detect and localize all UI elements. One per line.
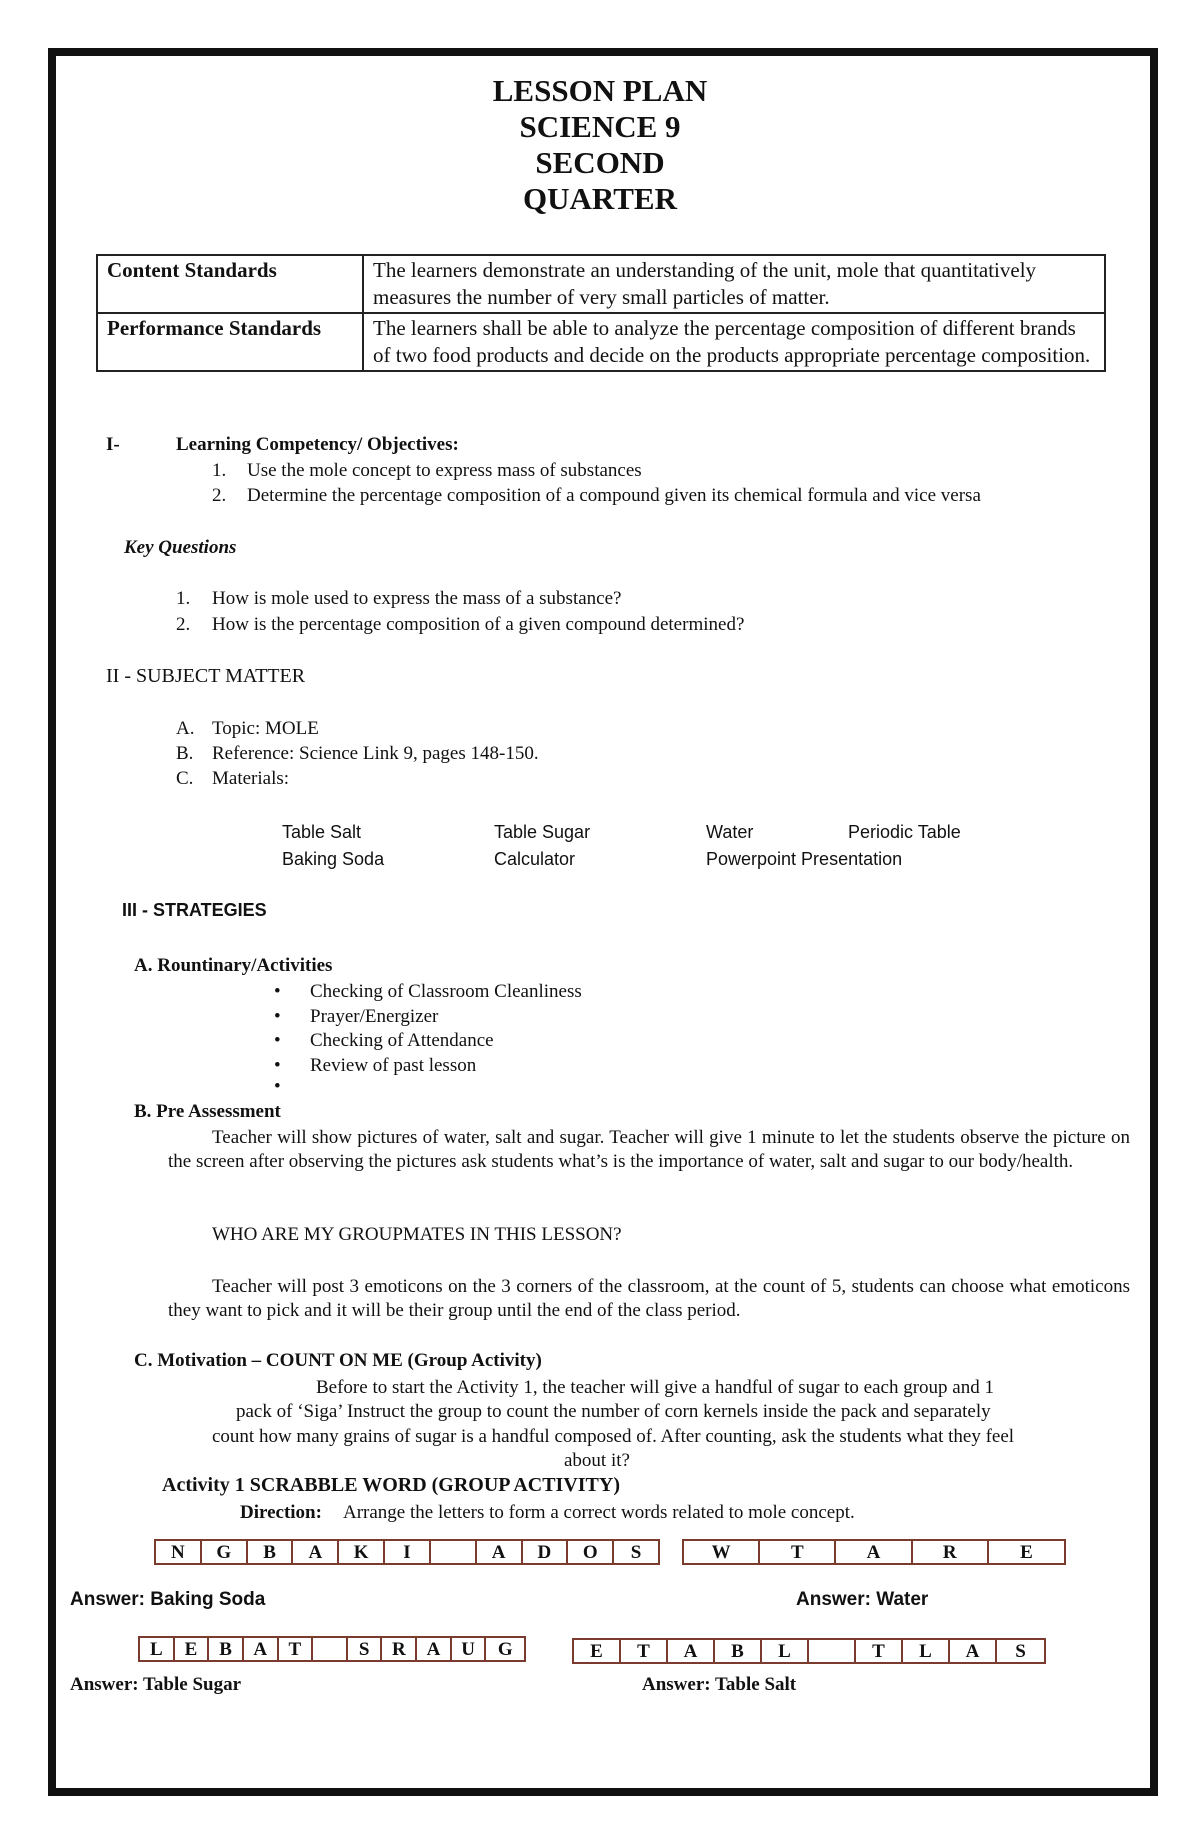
letter-tile: A bbox=[293, 1541, 339, 1563]
motivation-line-2: pack of ‘Siga’ Instruct the group to count the number of corn kernels inside the pack and separately bbox=[236, 1401, 991, 1422]
key-question-1-num: 1. bbox=[176, 588, 191, 609]
letter-tile: A bbox=[836, 1541, 912, 1563]
subject-item-a-letter: A. bbox=[176, 718, 195, 739]
letter-tile: R bbox=[913, 1541, 989, 1563]
letter-tile: T bbox=[856, 1640, 903, 1662]
letter-tile: E bbox=[1020, 1542, 1033, 1563]
direction-label: Direction: bbox=[240, 1502, 322, 1523]
subject-item-b-letter: B. bbox=[176, 743, 194, 764]
letter-tile: A bbox=[477, 1541, 523, 1563]
title-line-1: LESSON PLAN bbox=[492, 73, 708, 108]
motivation-heading: C. Motivation – COUNT ON ME (Group Activity) bbox=[134, 1350, 542, 1371]
motivation-line-4: about it? bbox=[564, 1450, 630, 1471]
letter-tile: G bbox=[497, 1639, 513, 1660]
answer-water: Answer: Water bbox=[796, 1589, 929, 1610]
letter-tile: W bbox=[684, 1541, 760, 1563]
letter-tile: T bbox=[621, 1640, 668, 1662]
letter-tile: A bbox=[950, 1640, 997, 1662]
performance-standards-text: The learners shall be able to analyze the percentage composition of different brands of two food products and decide on the products appropriate percentage composition. bbox=[363, 313, 1105, 371]
letter-tile: L bbox=[903, 1640, 950, 1662]
routine-item: • Prayer/Energizer bbox=[310, 1006, 438, 1028]
motivation-line-3: count how many grains of sugar is a handful composed of. After counting, ask the students what they feel bbox=[212, 1426, 1015, 1447]
material-item: Powerpoint Presentation bbox=[706, 849, 903, 869]
answer-baking-soda: Answer: Baking Soda bbox=[70, 1589, 266, 1610]
letter-tile: R bbox=[382, 1638, 417, 1660]
key-question-1-text: How is mole used to express the mass of a substance? bbox=[212, 588, 622, 609]
material-item: Table Sugar bbox=[494, 822, 591, 842]
letter-tile: U bbox=[452, 1638, 487, 1660]
letter-tile bbox=[313, 1638, 348, 1660]
letter-tile: S bbox=[630, 1542, 642, 1563]
letter-tile: S bbox=[348, 1638, 383, 1660]
letter-tile: E bbox=[175, 1638, 210, 1660]
material-item: Calculator bbox=[494, 849, 576, 869]
direction-text: Arrange the letters to form a correct words related to mole concept. bbox=[343, 1502, 855, 1523]
objective-2-num: 2. bbox=[212, 485, 227, 506]
key-question-2-text: How is the percentage composition of a given compound determined? bbox=[212, 614, 745, 635]
material-item: Water bbox=[706, 822, 754, 842]
subject-item-c-text: Materials: bbox=[212, 768, 290, 789]
routine-heading: A. Rountinary/Activities bbox=[134, 955, 333, 976]
key-questions-heading: Key Questions bbox=[124, 537, 237, 558]
title-line-3: SECOND bbox=[535, 145, 665, 180]
content-standards-label: Content Standards bbox=[97, 255, 363, 313]
letter-tile: G bbox=[202, 1541, 248, 1563]
section-1-heading: Learning Competency/ Objectives: bbox=[176, 434, 459, 455]
letter-tile: A bbox=[244, 1638, 279, 1660]
pre-assessment-heading: B. Pre Assessment bbox=[134, 1101, 281, 1122]
objective-2-text: Determine the percentage composition of a compound given its chemical formula and vice versa bbox=[247, 485, 981, 506]
letter-tile: A bbox=[417, 1638, 452, 1660]
key-question-2-num: 2. bbox=[176, 614, 191, 635]
table-row bbox=[97, 255, 1105, 313]
subject-item-a-text: Topic: MOLE bbox=[212, 718, 319, 739]
material-item: Baking Soda bbox=[282, 849, 385, 869]
letter-tile: S bbox=[1015, 1641, 1026, 1662]
scrabble-puzzle-table-salt bbox=[572, 1638, 1046, 1664]
section-3-heading: III - STRATEGIES bbox=[122, 900, 267, 920]
letter-tile: A bbox=[668, 1640, 715, 1662]
material-item: Table Salt bbox=[282, 822, 362, 842]
letter-tile: B bbox=[715, 1640, 762, 1662]
material-item: Periodic Table bbox=[848, 822, 961, 842]
performance-standards-label: Performance Standards bbox=[97, 313, 363, 371]
letter-tile: K bbox=[339, 1541, 385, 1563]
letter-tile: N bbox=[156, 1541, 202, 1563]
letter-tile: T bbox=[279, 1638, 314, 1660]
answer-table-salt: Answer: Table Salt bbox=[642, 1674, 797, 1695]
pre-assessment-text: Teacher will show pictures of water, salt and sugar. Teacher will give 1 minute to let the students observe the picture on the screen after observing the pictures ask students what’s is the importance of water, salt and sugar to our body/health. bbox=[168, 1127, 1130, 1172]
letter-tile: L bbox=[762, 1640, 809, 1662]
letter-tile: D bbox=[523, 1541, 569, 1563]
scrabble-puzzle-water bbox=[682, 1539, 1066, 1565]
title-line-4: QUARTER bbox=[523, 181, 677, 216]
letter-tile: B bbox=[209, 1638, 244, 1660]
objective-1-num: 1. bbox=[212, 460, 227, 481]
groupmates-heading: WHO ARE MY GROUPMATES IN THIS LESSON? bbox=[212, 1224, 622, 1245]
letter-tile: O bbox=[568, 1541, 614, 1563]
motivation-line-1: Before to start the Activity 1, the teacher will give a handful of sugar to each group and 1 bbox=[316, 1377, 994, 1398]
objective-1-text: Use the mole concept to express mass of substances bbox=[247, 460, 642, 481]
section-1-numeral: I- bbox=[106, 434, 120, 455]
table-row bbox=[97, 313, 1105, 371]
emoticons-text: Teacher will post 3 emoticons on the 3 corners of the classroom, at the count of 5, students can choose what emoticons they want to pick and it will be their group until the end of the class period. bbox=[168, 1276, 1130, 1321]
letter-tile bbox=[431, 1541, 477, 1563]
routine-item: • Checking of Classroom Cleanliness bbox=[310, 981, 582, 1003]
scrabble-puzzle-baking-soda bbox=[154, 1539, 660, 1565]
letter-tile: L bbox=[140, 1638, 175, 1660]
answer-table-sugar: Answer: Table Sugar bbox=[70, 1674, 242, 1695]
letter-tile: I bbox=[385, 1541, 431, 1563]
scrabble-puzzle-table-sugar bbox=[138, 1636, 526, 1662]
standards-table bbox=[96, 254, 1106, 372]
section-2-heading: II - SUBJECT MATTER bbox=[106, 665, 306, 687]
letter-tile: B bbox=[248, 1541, 294, 1563]
title-line-2: SCIENCE 9 bbox=[519, 109, 681, 144]
letter-tile: E bbox=[574, 1640, 621, 1662]
subject-item-c-letter: C. bbox=[176, 768, 194, 789]
subject-item-b-text: Reference: Science Link 9, pages 148-150. bbox=[212, 743, 539, 764]
routine-item: • Review of past lesson bbox=[310, 1055, 476, 1077]
content-standards-text: The learners demonstrate an understanding of the unit, mole that quantitatively measures the number of very small particles of matter. bbox=[363, 255, 1105, 313]
letter-tile bbox=[809, 1640, 856, 1662]
activity-title: Activity 1 SCRABBLE WORD (GROUP ACTIVITY) bbox=[162, 1474, 620, 1496]
routine-item: • Checking of Attendance bbox=[310, 1030, 494, 1052]
letter-tile: T bbox=[760, 1541, 836, 1563]
